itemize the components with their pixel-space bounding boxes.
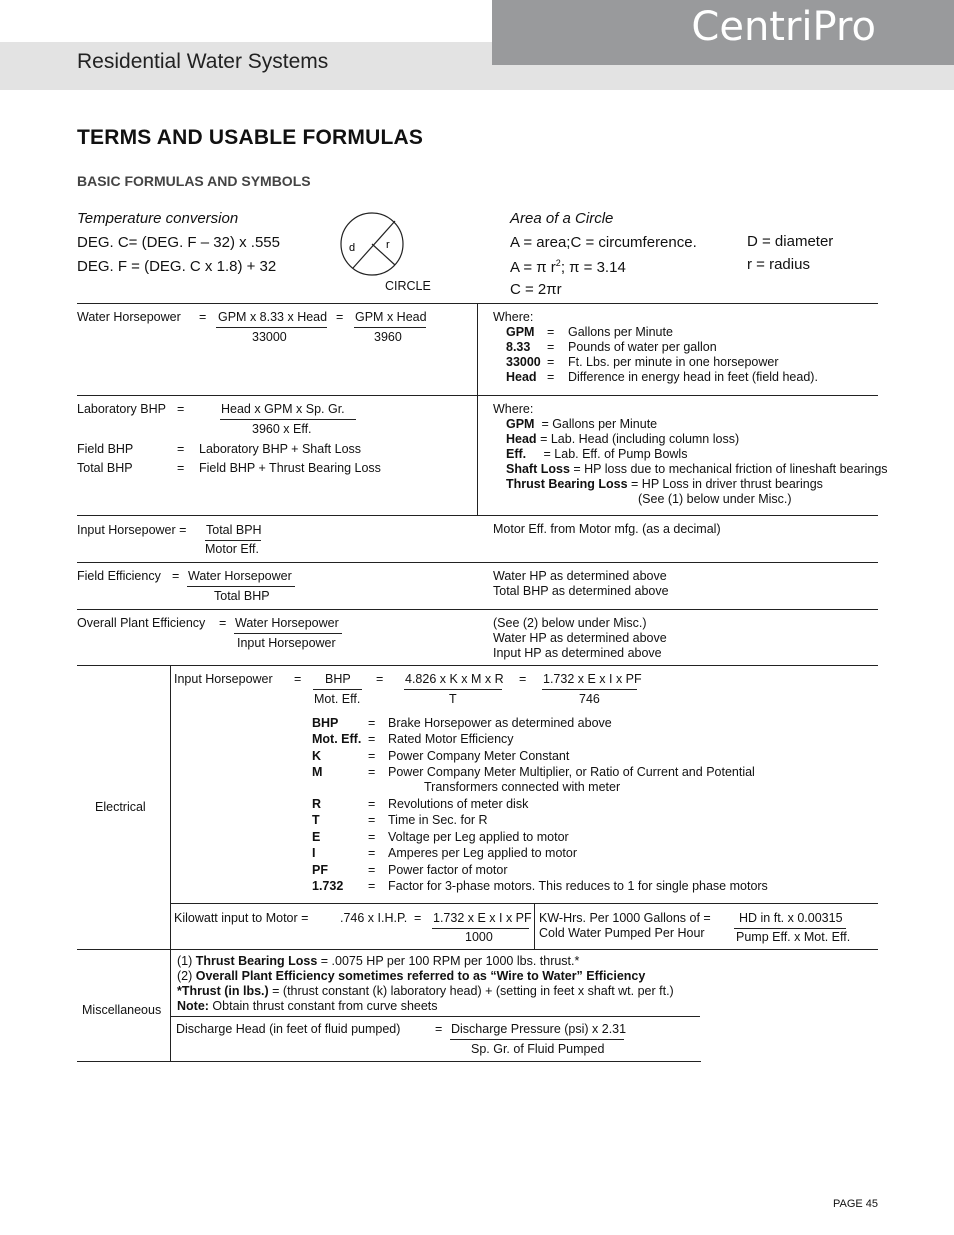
rule: [170, 903, 878, 904]
electrical-def-k: E: [312, 830, 321, 844]
field-eff-note-2: Total BHP as determined above: [493, 584, 669, 598]
equals: =: [172, 569, 180, 583]
area-line-3: C = 2πr: [510, 281, 562, 298]
equals: =: [294, 672, 302, 686]
fraction-bar: [734, 928, 846, 929]
water-hp-f2-den: 3960: [374, 330, 402, 344]
electrical-def-e: =: [368, 863, 376, 877]
equals: =: [199, 310, 207, 324]
circle-diagram: [339, 211, 405, 277]
input-hp-den: Motor Eff.: [205, 542, 259, 556]
area-line-2: A = π $r^2$; π = 3.14: [510, 258, 626, 276]
fraction-bar: [205, 540, 261, 541]
water-hp-f1-den: 33000: [252, 330, 287, 344]
rule: [77, 665, 878, 666]
rule: [477, 303, 478, 515]
electrical-def-e: =: [368, 879, 376, 893]
elec-f3-den: 746: [579, 692, 600, 706]
water-hp-def-k: GPM: [506, 325, 535, 339]
electrical-def-v: Transformers connected with meter: [424, 780, 621, 794]
kw-den: 1000: [465, 930, 493, 944]
electrical-def-k: M: [312, 765, 323, 779]
electrical-def-e: =: [368, 765, 376, 779]
electrical-def-k: T: [312, 813, 320, 827]
total-bhp-label: Total BHP: [77, 461, 133, 475]
lab-def-shaft-loss: Shaft Loss = HP loss due to mechanical friction of lineshaft bearings: [506, 462, 888, 476]
radius-def: r = radius: [747, 256, 810, 273]
input-hp-num: Total BPH: [206, 523, 262, 537]
fraction-bar: [432, 928, 529, 929]
water-hp-f2-num: GPM x Head: [355, 310, 427, 324]
misc-side-label: Miscellaneous: [82, 1003, 162, 1017]
elec-f2-num: 4.826 x K x M x R: [405, 672, 504, 686]
water-hp-def-v: Ft. Lbs. per minute in one horsepower: [568, 355, 779, 369]
kw-value: .746 x I.H.P.: [340, 911, 408, 925]
fraction-bar: [216, 327, 327, 328]
water-hp-def-k: 33000: [506, 355, 541, 369]
electrical-def-k: Mot. Eff.: [312, 732, 362, 746]
kwh-den: Pump Eff. x Mot. Eff.: [736, 930, 851, 944]
water-hp-def-k: 8.33: [506, 340, 531, 354]
water-hp-def-v: Difference in energy head in feet (field head).: [568, 370, 818, 384]
lab-bhp-den: 3960 x Eff.: [252, 422, 312, 436]
circle-caption: CIRCLE: [385, 279, 431, 293]
circle-d-label: d: [349, 242, 356, 254]
elec-f1-den: Mot. Eff.: [314, 692, 361, 706]
water-hp-def-k: Head: [506, 370, 537, 384]
kw-label: Kilowatt input to Motor =: [174, 911, 309, 925]
plant-eff-num: Water Horsepower: [235, 616, 339, 630]
electrical-def-k: I: [312, 846, 316, 860]
misc-line-1: (1) Thrust Bearing Loss = .0075 HP per 100 RPM per 1000 lbs. thrust.*: [177, 954, 580, 968]
misc-line-3: *Thrust (in lbs.) = (thrust constant (k) laboratory head) + (setting in feet x shaft wt. per ft.): [177, 984, 674, 998]
area-heading: Area of a Circle: [510, 210, 614, 227]
fraction-bar: [450, 1039, 624, 1040]
lab-def-head: Head = Lab. Head (including column loss): [506, 432, 740, 446]
electrical-def-v: Revolutions of meter disk: [388, 797, 529, 811]
lab-bhp-where: Where:: [493, 402, 534, 416]
water-hp-def-e: =: [547, 355, 555, 369]
electrical-def-e: =: [368, 732, 376, 746]
page-title: TERMS AND USABLE FORMULAS: [77, 126, 424, 149]
elec-f3-num: 1.732 x E x I x PF: [543, 672, 642, 686]
rule: [170, 1016, 700, 1017]
electrical-def-v: Time in Sec. for R: [388, 813, 488, 827]
lab-def-gpm: GPM = Gallons per Minute: [506, 417, 658, 431]
field-eff-num: Water Horsepower: [188, 569, 292, 583]
area-line-1: A = area;C = circumference.: [510, 234, 697, 251]
field-bhp-value: Laboratory BHP + Shaft Loss: [199, 442, 362, 456]
water-hp-def-v: Gallons per Minute: [568, 325, 673, 339]
water-hp-def-v: Pounds of water per gallon: [568, 340, 717, 354]
circle-r-label: r: [386, 239, 390, 251]
electrical-def-v: Power Company Meter Constant: [388, 749, 570, 763]
equals: =: [177, 461, 185, 475]
field-eff-label: Field Efficiency: [77, 569, 161, 583]
rule: [534, 903, 535, 949]
electrical-def-v: Factor for 3-phase motors. This reduces to 1 for single phase motors: [388, 879, 768, 893]
lab-def-eff: Eff. = Lab. Eff. of Pump Bowls: [506, 447, 688, 461]
rule: [77, 949, 878, 950]
field-eff-note-1: Water HP as determined above: [493, 569, 667, 583]
water-hp-f1-num: GPM x 8.33 x Head: [218, 310, 328, 324]
fraction-bar: [313, 689, 362, 690]
water-hp-label: Water Horsepower: [77, 310, 181, 324]
electrical-def-k: K: [312, 749, 322, 763]
elec-f1-num: BHP: [325, 672, 351, 686]
water-hp-def-e: =: [547, 370, 555, 384]
equals: =: [414, 911, 422, 925]
electrical-def-k: PF: [312, 863, 328, 877]
electrical-def-e: =: [368, 716, 376, 730]
fraction-bar: [542, 689, 637, 690]
fraction-bar: [187, 586, 295, 587]
rule: [77, 515, 878, 516]
kwh-label-1: KW-Hrs. Per 1000 Gallons of =: [539, 911, 711, 925]
electrical-def-k: BHP: [312, 716, 339, 730]
lab-bhp-label: Laboratory BHP: [77, 402, 166, 416]
electrical-def-v: Power Company Meter Multiplier, or Ratio of Current and Potential: [388, 765, 755, 779]
equals: =: [519, 672, 527, 686]
discharge-head-den: Sp. Gr. of Fluid Pumped: [471, 1042, 605, 1056]
equals: =: [219, 616, 227, 630]
misc-line-4: Note: Obtain thrust constant from curve sheets: [177, 999, 438, 1013]
temp-line-1: DEG. C= (DEG. F – 32) x .555: [77, 234, 280, 251]
discharge-head-label: Discharge Head (in feet of fluid pumped): [176, 1022, 401, 1036]
electrical-def-k: 1.732: [312, 879, 344, 893]
section-title: Residential Water Systems: [77, 50, 329, 73]
electrical-def-e: =: [368, 830, 376, 844]
plant-eff-label: Overall Plant Efficiency: [77, 616, 206, 630]
temp-heading: Temperature conversion: [77, 210, 239, 227]
diameter-def: D = diameter: [747, 233, 834, 250]
electrical-def-v: Voltage per Leg applied to motor: [388, 830, 569, 844]
equals: =: [435, 1022, 443, 1036]
plant-eff-note-1: (See (2) below under Misc.): [493, 616, 647, 630]
fraction-bar: [220, 419, 356, 420]
elec-input-hp-label: Input Horsepower: [174, 672, 273, 686]
rule: [77, 1061, 701, 1062]
electrical-def-k: R: [312, 797, 322, 811]
lab-def-thrust-loss: Thrust Bearing Loss = HP Loss in driver thrust bearings: [506, 477, 823, 491]
equals: =: [336, 310, 344, 324]
rule: [77, 609, 878, 610]
input-hp-label: Input Horsepower =: [77, 523, 187, 537]
brand-logo: CentriPro: [691, 4, 876, 50]
misc-line-2: (2) Overall Plant Efficiency sometimes referred to as “Wire to Water” Efficiency: [177, 969, 646, 983]
electrical-def-v: Brake Horsepower as determined above: [388, 716, 612, 730]
fraction-bar: [354, 327, 426, 328]
temp-line-2: DEG. F = (DEG. C x 1.8) + 32: [77, 258, 277, 275]
field-bhp-label: Field BHP: [77, 442, 134, 456]
section-subtitle: BASIC FORMULAS AND SYMBOLS: [77, 173, 311, 189]
equals: =: [177, 402, 185, 416]
electrical-def-e: =: [368, 749, 376, 763]
rule: [77, 395, 878, 396]
discharge-head-num: Discharge Pressure (psi) x 2.31: [451, 1022, 627, 1036]
kwh-num: HD in ft. x 0.00315: [739, 911, 843, 925]
electrical-def-e: =: [368, 797, 376, 811]
equals: =: [177, 442, 185, 456]
equals: =: [376, 672, 384, 686]
input-hp-note: Motor Eff. from Motor mfg. (as a decimal): [493, 522, 721, 536]
electrical-def-v: Power factor of motor: [388, 863, 508, 877]
electrical-def-e: =: [368, 813, 376, 827]
water-hp-where: Where:: [493, 310, 534, 324]
elec-f2-den: T: [449, 692, 457, 706]
electrical-def-e: =: [368, 846, 376, 860]
brand-logo-box: [492, 0, 954, 65]
lab-def-see-misc: (See (1) below under Misc.): [638, 492, 792, 506]
page-number: PAGE 45: [833, 1198, 879, 1210]
electrical-side-label: Electrical: [95, 800, 146, 814]
kwh-label-2: Cold Water Pumped Per Hour: [539, 926, 705, 940]
fraction-bar: [234, 633, 342, 634]
rule: [170, 665, 171, 1062]
field-eff-den: Total BHP: [214, 589, 270, 603]
fraction-bar: [404, 689, 502, 690]
lab-bhp-num: Head x GPM x Sp. Gr.: [221, 402, 345, 416]
electrical-def-v: Amperes per Leg applied to motor: [388, 846, 577, 860]
water-hp-def-e: =: [547, 340, 555, 354]
kw-num: 1.732 x E x I x PF: [433, 911, 532, 925]
water-hp-def-e: =: [547, 325, 555, 339]
rule: [77, 562, 878, 563]
plant-eff-note-3: Input HP as determined above: [493, 646, 662, 660]
electrical-def-v: Rated Motor Efficiency: [388, 732, 514, 746]
total-bhp-value: Field BHP + Thrust Bearing Loss: [199, 461, 381, 475]
plant-eff-note-2: Water HP as determined above: [493, 631, 667, 645]
plant-eff-den: Input Horsepower: [237, 636, 336, 650]
